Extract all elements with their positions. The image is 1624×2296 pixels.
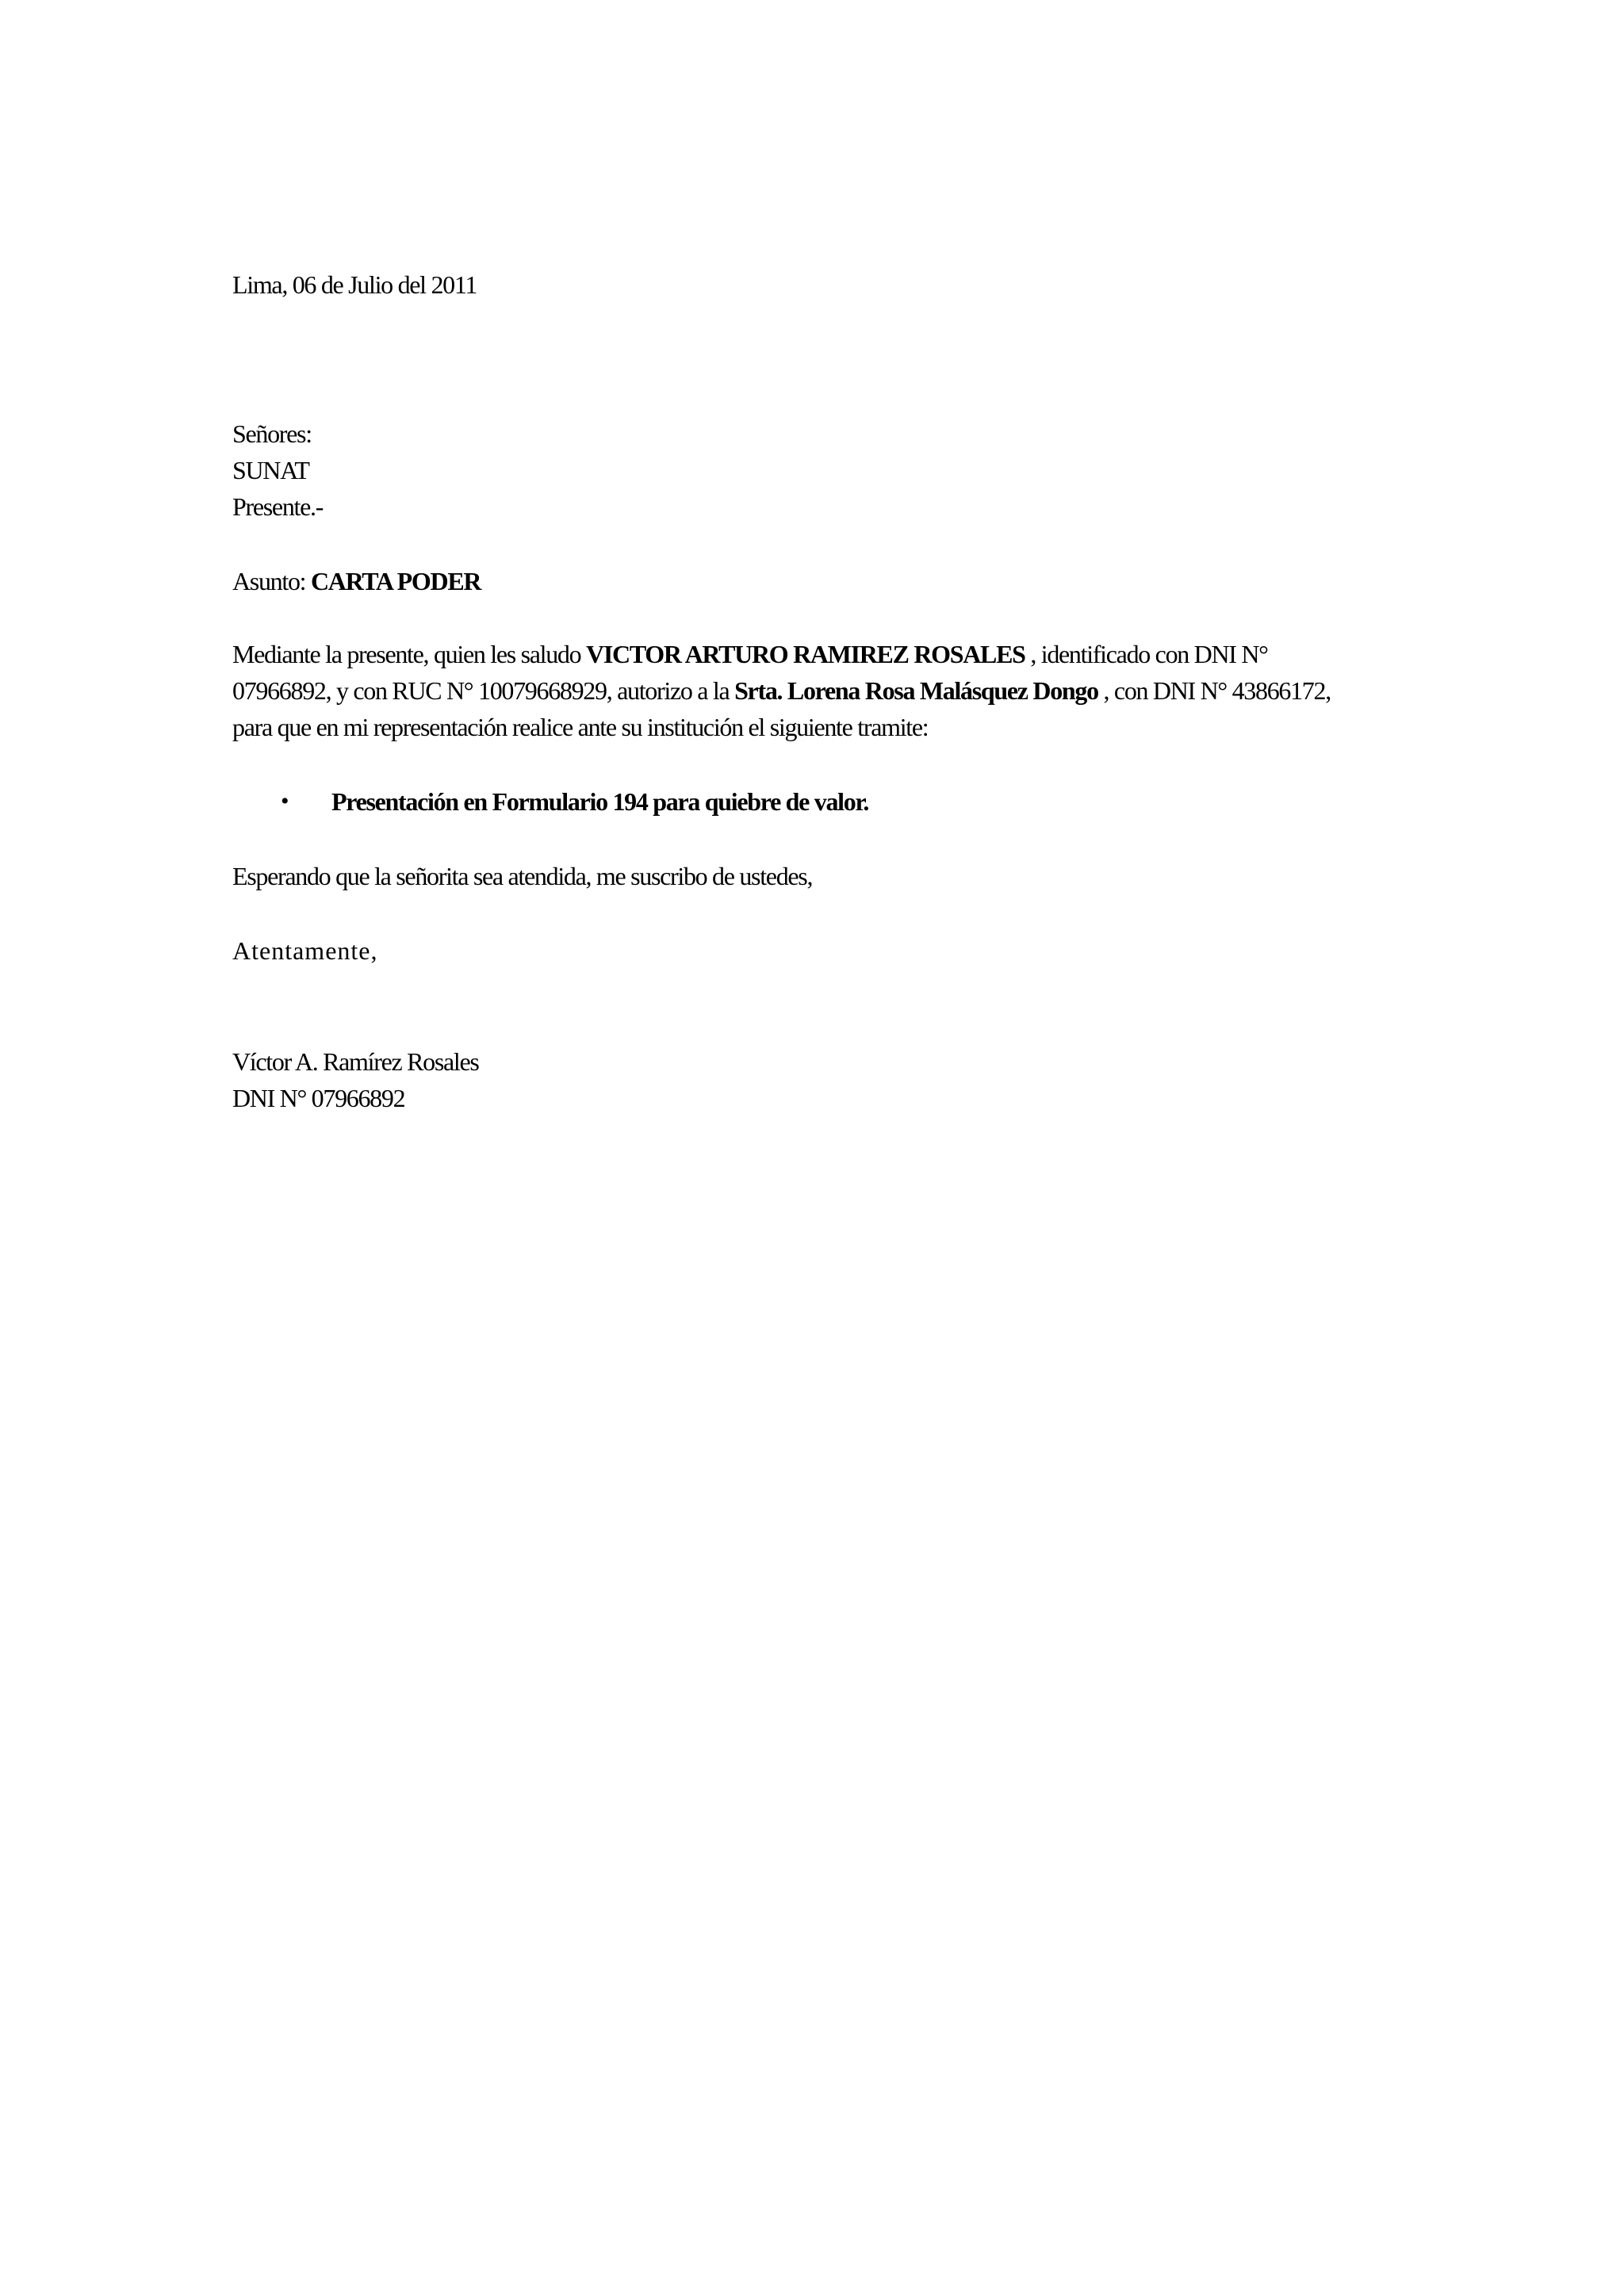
addressee-presente: Presente.- xyxy=(232,492,324,521)
body-line-2-end: , con DNI N° 43866172, xyxy=(1097,676,1331,705)
letter-date: Lima, 06 de Julio del 2011 xyxy=(232,270,477,299)
grantor-name: VICTOR ARTURO RAMIREZ ROSALES xyxy=(586,640,1025,668)
body-line-2 xyxy=(232,672,1331,709)
addressee-organization: SUNAT xyxy=(232,456,309,484)
body-line-1-start: Mediante la presente, quien les saludo xyxy=(232,640,587,668)
body-line-2-start: 07966892, y con RUC N° 10079668929, autorizo a la xyxy=(232,676,735,705)
body-line-1 xyxy=(232,636,1268,672)
body-line-3: para que en mi representación realice ante su institución el siguiente tramite: xyxy=(232,713,929,741)
addressee-salutation: Señores: xyxy=(232,419,312,448)
grantee-name: Srta. Lorena Rosa Malásquez Dongo xyxy=(734,676,1098,705)
valediction: Atentamente, xyxy=(232,936,378,965)
signature-name: Víctor A. Ramírez Rosales xyxy=(232,1047,479,1076)
signature-dni: DNI N° 07966892 xyxy=(232,1084,405,1112)
body-line-1-end: , identificado con DNI N° xyxy=(1025,640,1268,668)
closing-line: Esperando que la señorita sea atendida, me suscribo de ustedes, xyxy=(232,862,813,890)
subject-line xyxy=(232,563,481,599)
bullet-item: Presentación en Formulario 194 para quiebre de valor. xyxy=(331,787,869,816)
subject-value: CARTA PODER xyxy=(310,567,481,595)
subject-label: Asunto: xyxy=(232,567,311,595)
bullet-dot: • xyxy=(281,788,289,814)
